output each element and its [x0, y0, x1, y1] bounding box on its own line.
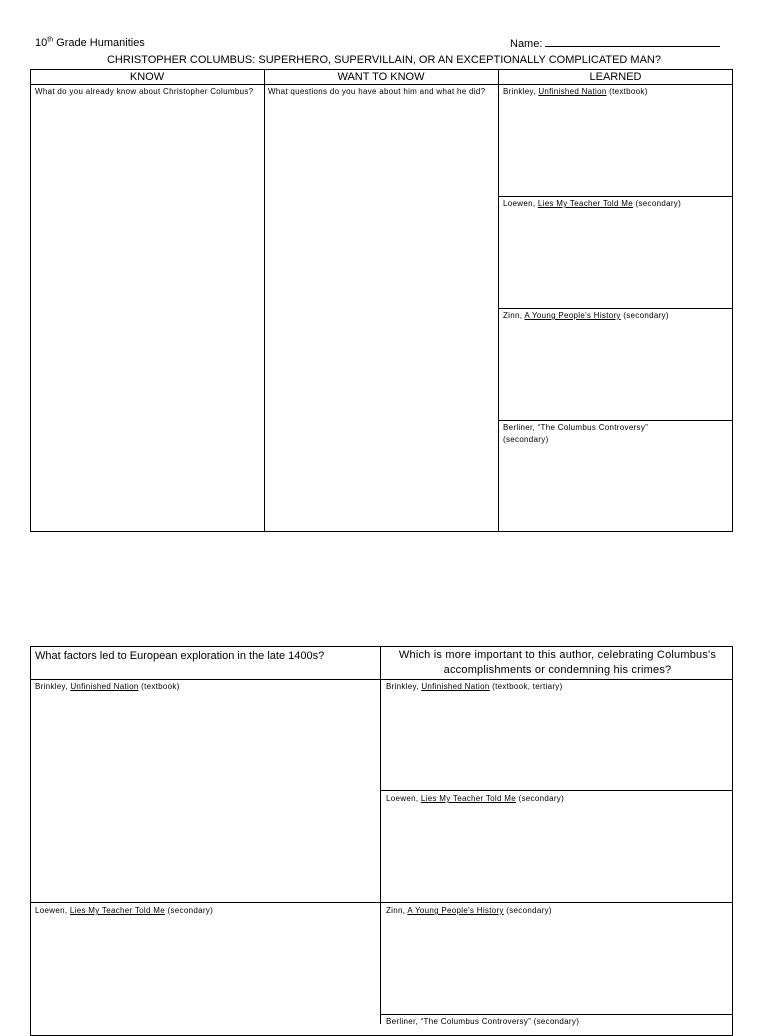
source-author: Zinn, [386, 906, 406, 915]
stance-source-brinkley [386, 681, 728, 693]
source-type: (textbook, tertiary) [492, 682, 563, 691]
factors-header-divider [30, 679, 733, 680]
learned-source-zinn [503, 310, 729, 322]
source-work: A Young People's History [407, 906, 504, 915]
stance-source-berliner [386, 1016, 728, 1028]
factors-right-row-divider [380, 902, 733, 903]
author-stance-heading: Which is more important to this author, celebrating Columbus's accomplishments or condemning his crimes? [398, 649, 717, 676]
want-answer-area[interactable] [265, 110, 497, 530]
source-work: Lies My Teacher Told Me [420, 794, 516, 803]
factors-source-brinkley [35, 681, 375, 693]
course-title [35, 36, 145, 50]
source-work: Lies My Teacher Told Me [537, 199, 633, 208]
source-type: (secondary) [635, 199, 682, 208]
factors-heading: What factors led to European exploration in the late 1400s? [35, 650, 325, 662]
grade-suffix: th [47, 36, 54, 44]
want-prompt: What questions do you have about him and what he did? [268, 87, 486, 96]
stance-source-zinn [386, 905, 728, 917]
name-label: Name: [510, 38, 543, 50]
stance-source-loewen [386, 793, 728, 805]
source-type: (secondary) [503, 435, 549, 444]
source-author: Brinkley, [503, 87, 536, 96]
learned-source-brinkley [503, 86, 729, 98]
source-work: “The Columbus Controversy” [420, 1017, 532, 1026]
learned-row-divider [498, 420, 733, 421]
factors-right-row-divider [380, 1014, 733, 1015]
source-author: Berliner, [503, 423, 536, 432]
factors-table [30, 646, 733, 1036]
source-author: Berliner, [386, 1017, 419, 1026]
learned-row-divider [498, 196, 733, 197]
source-work: “The Columbus Controversy” [537, 423, 649, 432]
learned-row-divider [498, 308, 733, 309]
factors-left-row-divider [30, 902, 380, 903]
factors-source-loewen [35, 905, 375, 917]
source-author: Brinkley, [35, 682, 68, 691]
learned-source-berliner [503, 422, 693, 446]
worksheet-title: CHRISTOPHER COLUMBUS: SUPERHERO, SUPERVILLAIN, OR AN EXCEPTIONALLY COMPLICATED MAN? [106, 54, 661, 66]
factors-column-divider [380, 646, 381, 1024]
source-type: (secondary) [623, 311, 669, 320]
source-work: Unfinished Nation [538, 87, 607, 96]
source-work: A Young People's History [524, 311, 621, 320]
source-work: Lies My Teacher Told Me [69, 906, 165, 915]
source-type: (textbook) [141, 682, 180, 691]
know-answer-area[interactable] [31, 110, 263, 530]
source-author: Loewen, [35, 906, 68, 915]
source-author: Zinn, [503, 311, 523, 320]
column-header-know: KNOW [129, 71, 165, 83]
source-work: Unfinished Nation [70, 682, 139, 691]
source-author: Brinkley, [386, 682, 419, 691]
column-header-learned: LEARNED [589, 71, 642, 83]
learned-source-loewen [503, 198, 729, 210]
source-type: (secondary) [506, 906, 552, 915]
source-type: (secondary) [533, 1017, 580, 1026]
kwl-column-divider [498, 69, 499, 532]
kwl-header-divider [30, 84, 733, 85]
source-author: Loewen, [386, 794, 419, 803]
know-prompt: What do you already know about Christopher Columbus? [35, 87, 254, 96]
course-label: Grade Humanities [56, 37, 145, 49]
name-blank-line[interactable] [545, 36, 720, 47]
source-type: (textbook) [609, 87, 648, 96]
source-work: Unfinished Nation [421, 682, 490, 691]
name-field [510, 36, 720, 51]
factors-right-row-divider [380, 790, 733, 791]
column-header-want-to-know: WANT TO KNOW [337, 71, 425, 83]
source-author: Loewen, [503, 199, 536, 208]
source-type: (secondary) [167, 906, 214, 915]
source-type: (secondary) [518, 794, 565, 803]
grade-number: 10 [35, 37, 48, 49]
